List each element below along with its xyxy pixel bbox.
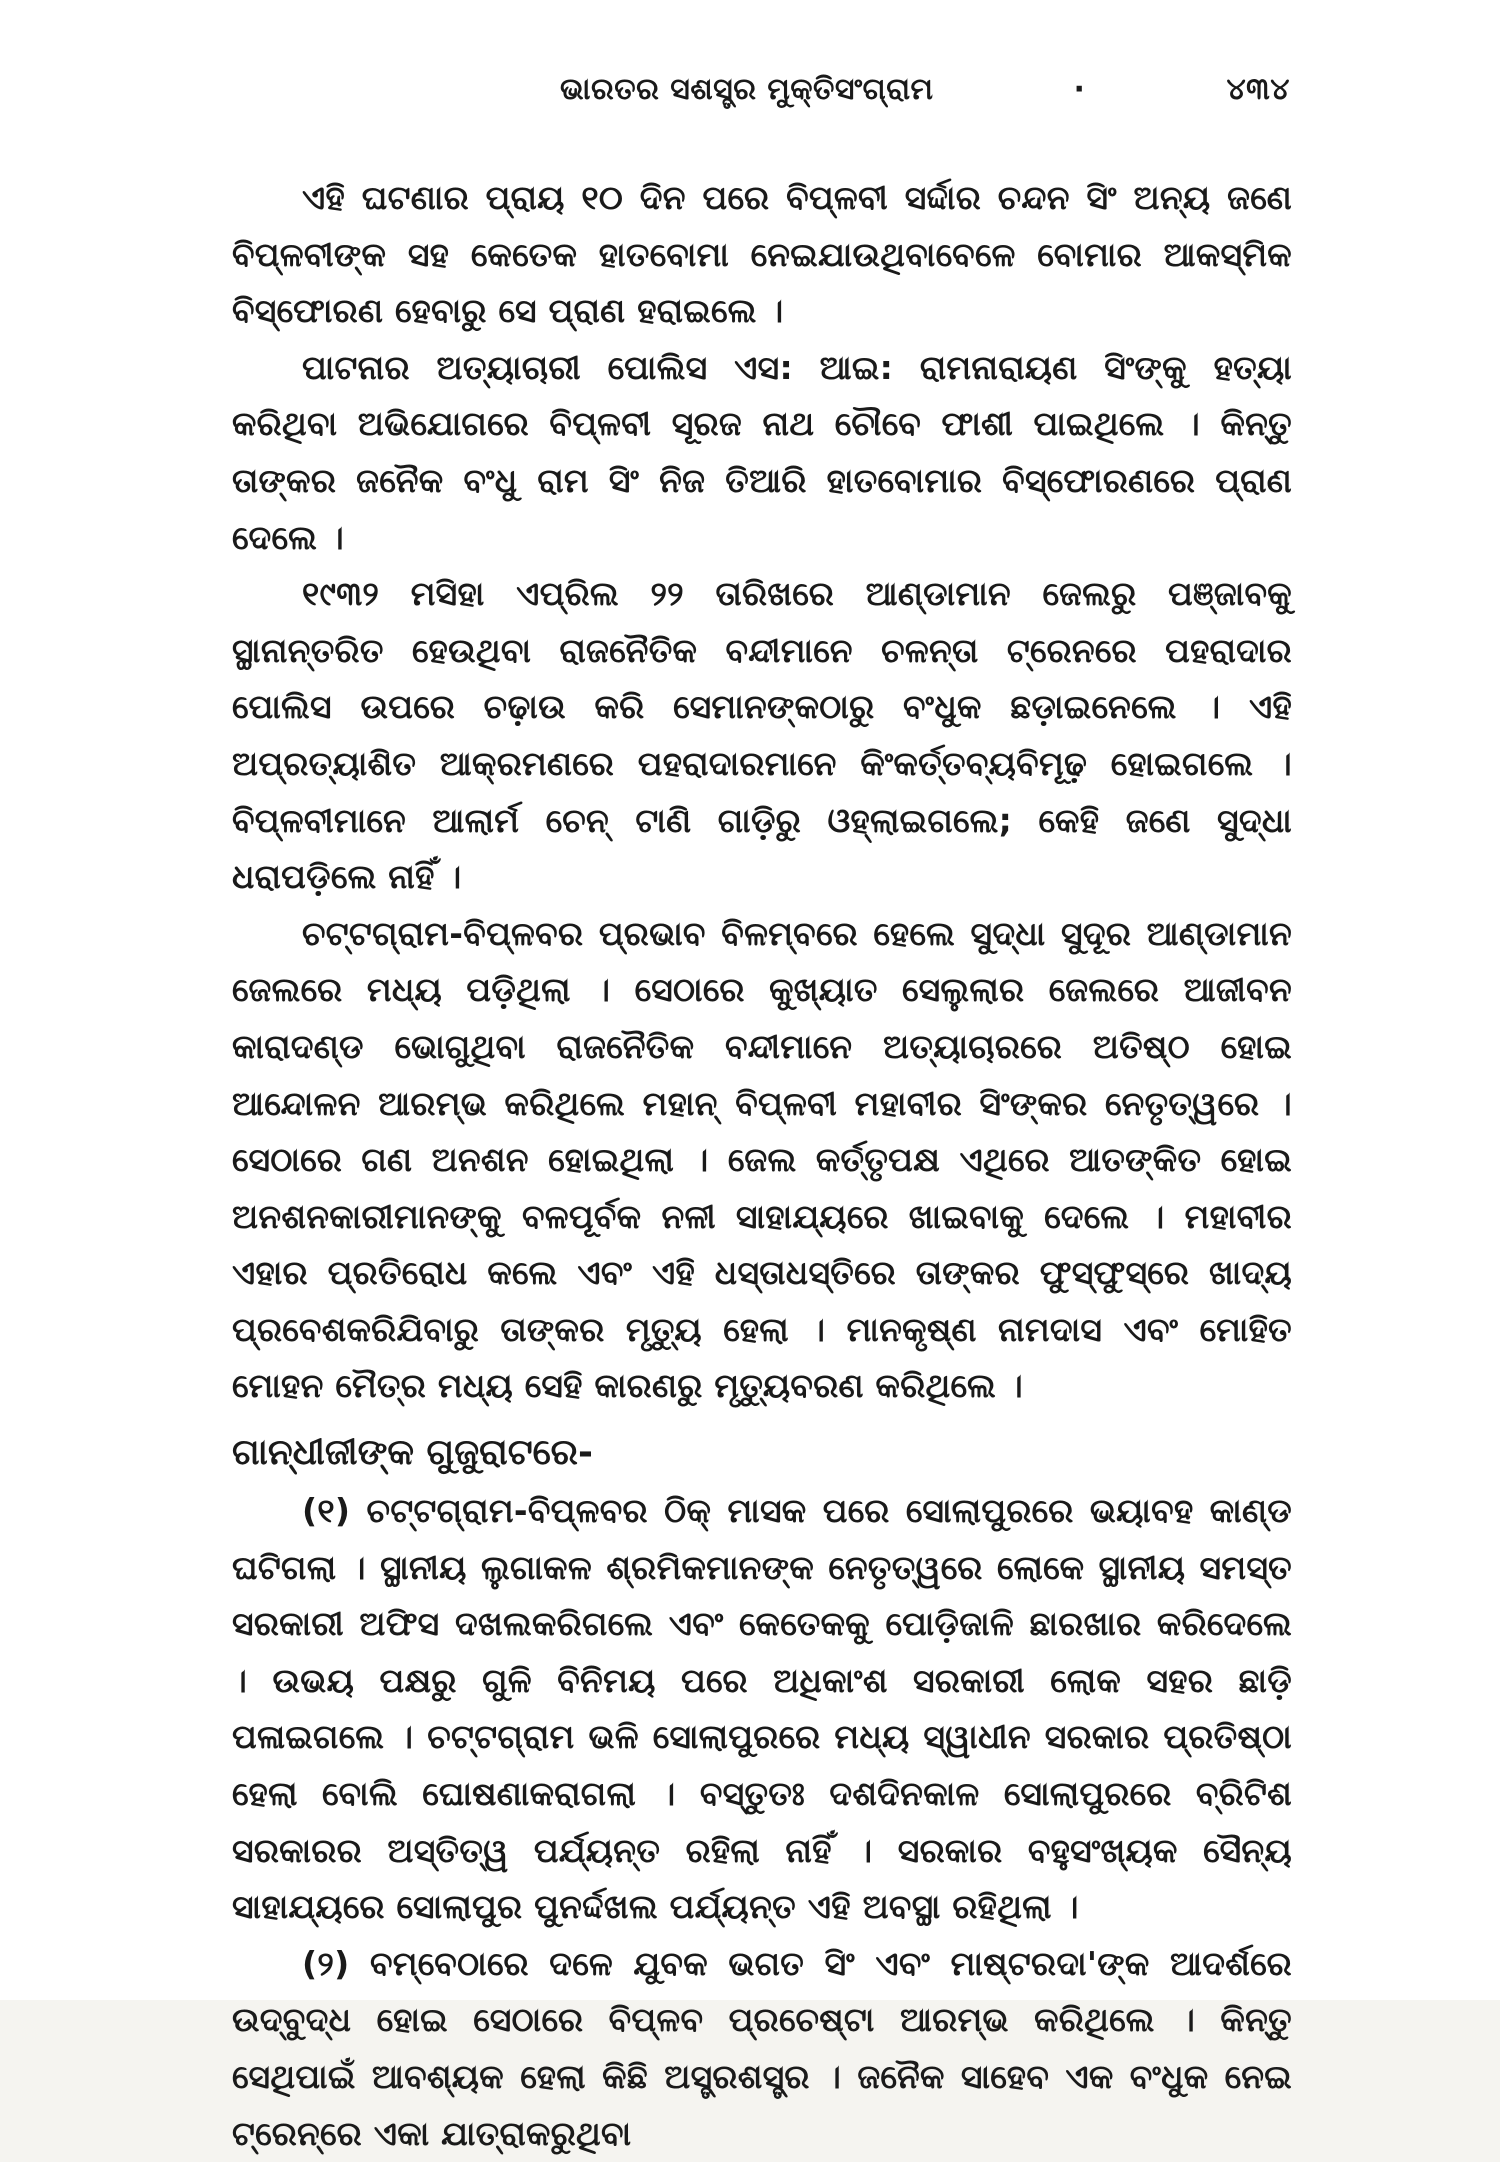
paragraph-1: ଏହି ଘଟଣାର ପ୍ରାୟ ୧୦ ଦିନ ପରେ ବିପ୍ଳବୀ ସର୍ଦ୍ଦାର ଚନ୍ଦନ ସିଂ ଅନ୍ୟ ଜଣେ ବିପ୍ଳବୀଙ୍କ ସହ କେତେକ ହାତବୋମା ନେଇଯାଉଥିବାବେଳେ ବୋମାର ଆକସ୍ମିକ ବିସ୍ଫୋରଣ ହେବାରୁ ସେ ପ୍ରାଣ ହରାଇଲେ ।	[232, 178, 1292, 331]
paragraph-2: ପାଟନାର ଅତ୍ୟାଚାରୀ ପୋଲିସ ଏସ: ଆଇ: ରାମନାରାୟଣ ସିଂଙ୍କୁ ହତ୍ୟା କରିଥିବା ଅଭିଯୋଗରେ ବିପ୍ଳବୀ ସୂରଜ ନାଥ ଚୌବେ ଫାଶୀ ପାଇଥିଲେ । କିନ୍ତୁ ତାଙ୍କର ଜନୈକ ବଂଧୁ ରାମ ସିଂ ନିଜ ତିଆରି ହାତବୋମାର ବିସ୍ଫୋରଣରେ ପ୍ରାଣ ଦେଲେ ।	[232, 347, 1292, 557]
numbered-paragraph-1: (୧) ଚଟ୍ଟଗ୍ରାମ-ବିପ୍ଳବର ଠିକ୍ ମାସକ ପରେ ସୋଲାପୁରରେ ଭୟାବହ କାଣ୍ଡ ଘଟିଗଲା । ସ୍ଥାନୀୟ ଲୁଗାକଳ ଶ୍ରମିକମାନଙ୍କ ନେତୃତ୍ୱରେ ଲୋକେ ସ୍ଥାନୀୟ ସମସ୍ତ ସରକାରୀ ଅଫିସ ଦଖଲକରିଗଲେ ଏବଂ କେତେକକୁ ପୋଡ଼ିଜାଳି ଛାରଖାର କରିଦେଲେ । ଉଭୟ ପକ୍ଷରୁ ଗୁଳି ବିନିମୟ ପରେ ଅଧିକାଂଶ ସରକାରୀ ଲୋକ ସହର ଛାଡ଼ି ପଳାଇଗଲେ । ଚଟ୍ଟଗ୍ରାମ ଭଳି ସୋଲାପୁରରେ ମଧ୍ୟ ସ୍ୱାଧୀନ ସରକାର ପ୍ରତିଷ୍ଠା ହେଲା ବୋଲି ଘୋଷଣାକରାଗଲା । ବସ୍ତୁତଃ ଦଶଦିନକାଳ ସୋଲାପୁରରେ ବ୍ରିଟିଶ ସରକାରର ଅସ୍ତିତ୍ୱ ପର୍ଯ୍ୟନ୍ତ ରହିଲା ନାହିଁ । ସରକାର ବହୁସଂଖ୍ୟକ ସୈନ୍ୟ ସାହାଯ୍ୟରେ ସୋଲାପୁର ପୁନର୍ଦ୍ଦଖଲ ପର୍ଯ୍ୟନ୍ତ ଏହି ଅବସ୍ଥା ରହିଥିଲା ।	[232, 1491, 1292, 1927]
header-separator: ·	[1073, 72, 1086, 107]
page-number: ୪୩୪	[1226, 72, 1290, 107]
section-heading: ଗାନ୍ଧୀଜୀଙ୍କ ଗୁଜୁରାଟରେ-	[232, 1432, 593, 1474]
body-text	[232, 170, 1292, 2162]
numbered-paragraph-2: (୨) ବମ୍ବେଠାରେ ଦଳେ ଯୁବକ ଭଗତ ସିଂ ଏବଂ ମାଷ୍ଟରଦା'ଙ୍କ ଆଦର୍ଶରେ ଉଦ୍‌ବୁଦ୍ଧ ହୋଇ ସେଠାରେ ବିପ୍ଳବ ପ୍ରଚେଷ୍ଟା ଆରମ୍ଭ କରିଥିଲେ । କିନ୍ତୁ ସେଥିପାଇଁ ଆବଶ୍ୟକ ହେଲା କିଛି ଅସ୍ତ୍ରଶସ୍ତ୍ର । ଜନୈକ ସାହେବ ଏକ ବଂଧୁକ ନେଇ ଟ୍ରେନ୍‌ରେ ଏକା ଯାତ୍ରାକରୁଥିବା	[232, 1943, 1292, 2153]
paragraph-4: ଚଟ୍ଟଗ୍ରାମ-ବିପ୍ଳବର ପ୍ରଭାବ ବିଳମ୍ବରେ ହେଲେ ସୁଦ୍ଧା ସୁଦୂର ଆଣ୍ଡାମାନ ଜେଲରେ ମଧ୍ୟ ପଡ଼ିଥିଲା । ସେଠାରେ କୁଖ୍ୟାତ ସେଲୁଲାର ଜେଲରେ ଆଜୀବନ କାରାଦଣ୍ଡ ଭୋଗୁଥିବା ରାଜନୈତିକ ବନ୍ଦୀମାନେ ଅତ୍ୟାଚାରରେ ଅତିଷ୍ଠ ହୋଇ ଆନ୍ଦୋଳନ ଆରମ୍ଭ କରିଥିଲେ ମହାନ୍ ବିପ୍ଳବୀ ମହାବୀର ସିଂଙ୍କର ନେତୃତ୍ୱରେ । ସେଠାରେ ଗଣ ଅନଶନ ହୋଇଥିଲା । ଜେଲ କର୍ତ୍ତୃପକ୍ଷ ଏଥିରେ ଆତଙ୍କିତ ହୋଇ ଅନଶନକାରୀମାନଙ୍କୁ ବଳପୂର୍ବକ ନଳୀ ସାହାଯ୍ୟରେ ଖାଇବାକୁ ଦେଲେ । ମହାବୀର ଏହାର ପ୍ରତିରୋଧ କଲେ ଏବଂ ଏହି ଧସ୍ତାଧସ୍ତିରେ ତାଙ୍କର ଫୁସ୍‌ଫୁସ୍‌ରେ ଖାଦ୍ୟ ପ୍ରବେଶକରିଯିବାରୁ ତାଙ୍କର ମୃତ୍ୟୁ ହେଲା । ମାନକୃଷ୍ଣ ନାମଦାସ ଏବଂ ମୋହିତ ମୋହନ ମୈତ୍ର ମଧ୍ୟ ସେହି କାରଣରୁ ମୃତ୍ୟୁବରଣ କରିଥିଲେ ।	[232, 913, 1292, 1406]
running-header	[560, 72, 1290, 122]
paragraph-3: ୧୯୩୨ ମସିହା ଏପ୍ରିଲ ୨୨ ତାରିଖରେ ଆଣ୍ଡାମାନ ଜେଲରୁ ପଞ୍ଜାବକୁ ସ୍ଥାନାନ୍ତରିତ ହେଉଥିବା ରାଜନୈତିକ ବନ୍ଦୀମାନେ ଚଳନ୍ତା ଟ୍ରେନରେ ପହରାଦାର ପୋଲିସ ଉପରେ ଚଢ଼ାଉ କରି ସେମାନଙ୍କଠାରୁ ବଂଧୁକ ଛଡ଼ାଇନେଲେ । ଏହି ଅପ୍ରତ୍ୟାଶିତ ଆକ୍ରମଣରେ ପହରାଦାରମାନେ କିଂକର୍ତ୍ତବ୍ୟବିମୂଢ଼ ହୋଇଗଲେ । ବିପ୍ଳବୀମାନେ ଆଲାର୍ମ ଚେନ୍ ଟାଣି ଗାଡ଼ିରୁ ଓହ୍ଲାଇଗଲେ; କେହି ଜଣେ ସୁଦ୍ଧା ଧରାପଡ଼ିଲେ ନାହିଁ ।	[232, 574, 1292, 897]
running-title: ଭାରତର ସଶସ୍ତ୍ର ମୁକ୍ତିସଂଗ୍ରାମ	[560, 72, 934, 107]
